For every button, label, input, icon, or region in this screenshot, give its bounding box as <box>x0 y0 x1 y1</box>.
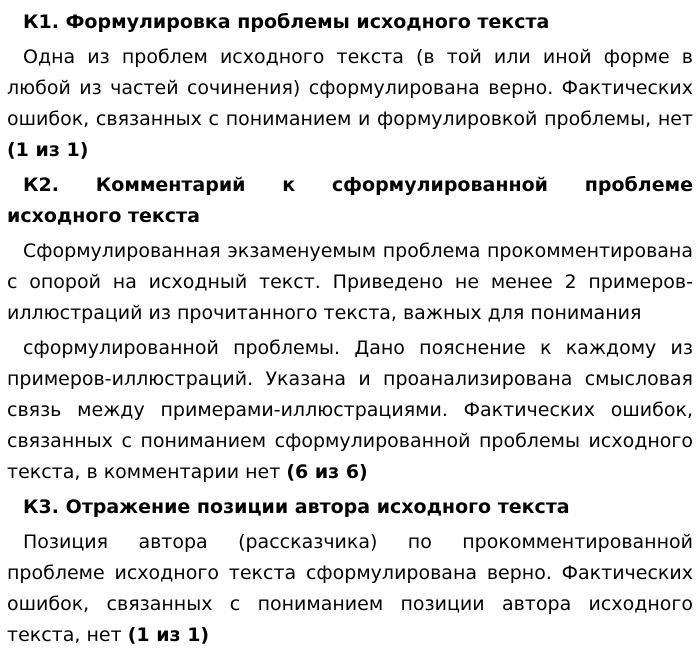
k1-score: (1 из 1) <box>7 139 89 161</box>
k1-text: Одна из проблем исходного текста (в той или иной форме в любой из частей сочинения) сформулирована верно. Фактических ошибок, связанных с пониманием и формулировкой проблемы, нет <box>7 46 693 130</box>
k3-paragraph <box>7 527 693 651</box>
k3-heading: К3. Отражение позиции автора исходного текста <box>23 496 570 518</box>
k2-paragraph-part1: Сформулированная экзаменуемым проблема прокомментирована с опорой на исходный текст. Приведено не менее 2 примеров-иллюстраций из прочитанного текста, важных для понимания <box>7 240 693 324</box>
k2-paragraph-part2 <box>7 333 693 488</box>
k2-text: сформулированной проблемы. Дано пояснение к каждому из примеров-иллюстраций. Указана и проанализирована смысловая связь между примерами-иллюстрациями. Фактических ошибок, связанных с пониманием сформулированной проблемы исходного текста, в комментарии нет <box>7 337 693 483</box>
k1-heading: К1. Формулировка проблемы исходного текста <box>23 11 550 33</box>
k2-heading: К2. Комментарий к сформулированной проблеме исходного текста <box>7 174 693 227</box>
k1-paragraph <box>7 42 693 166</box>
k3-text: Позиция автора (рассказчика) по прокомментированной проблеме исходного текста сформулирована верно. Фактических ошибок, связанных с пониманием позиции автора исходного текста, нет <box>7 531 693 646</box>
k3-score: (1 из 1) <box>127 624 210 646</box>
k2-score: (6 из 6) <box>286 461 368 483</box>
